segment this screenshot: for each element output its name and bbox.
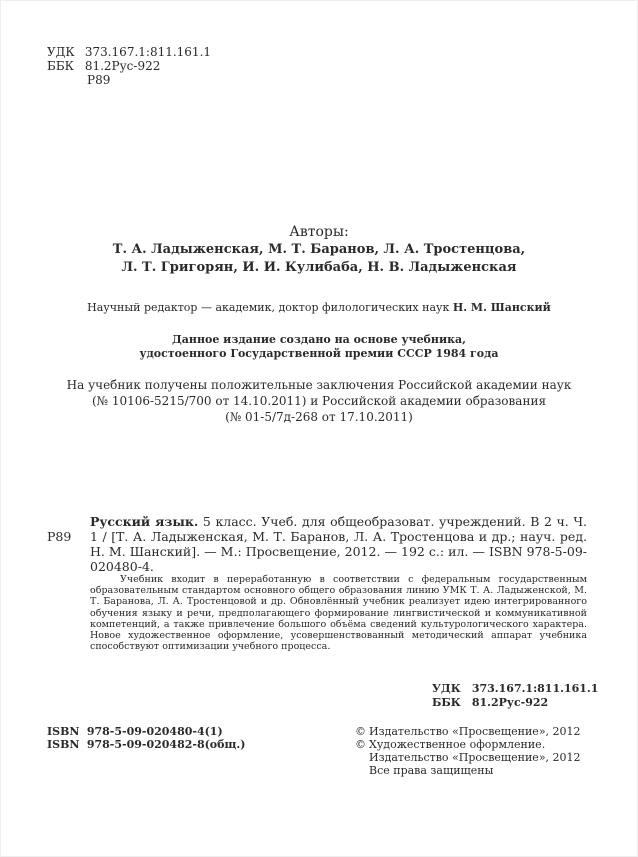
- isbn-block: [47, 725, 245, 751]
- reviews-line-2: (№ 10106-5215/700 от 14.10.2011) и Российской академии образования: [91, 394, 547, 408]
- reviews-line-1: На учебник получены положительные заключения Российской академии наук: [66, 378, 572, 392]
- copyright-symbol-2: ©: [355, 738, 366, 751]
- udk-bbk-block-right: [432, 682, 598, 710]
- scientific-editor: [0, 301, 638, 314]
- reviews-note: [0, 377, 638, 425]
- bbk-value-right: 81.2Рус-922: [471, 696, 549, 709]
- edition-line-1: Данное издание создано на основе учебника,: [171, 333, 467, 346]
- isbn-label-1: ISBN: [47, 725, 80, 738]
- isbn-label-2: ISBN: [47, 738, 80, 751]
- udk-bbk-block-top: [47, 45, 211, 87]
- book-title: Русский язык.: [90, 514, 199, 529]
- bbk-row: [47, 59, 211, 73]
- copyright-line-1: [355, 725, 581, 738]
- edition-note: [0, 333, 638, 361]
- bbk-label-right: ББК: [432, 696, 461, 709]
- udk-row-right: [432, 682, 598, 696]
- authors-line-2: Л. Т. Григорян, И. И. Кулибаба, Н. В. Ладыженская: [121, 260, 517, 275]
- bbk-label: ББК: [47, 59, 74, 73]
- reviews-line-3: (№ 01-5/7д-268 от 17.10.2011): [225, 410, 413, 424]
- udk-label: УДК: [47, 45, 75, 59]
- bbk-row-right: [432, 696, 598, 710]
- udk-label-right: УДК: [432, 682, 461, 695]
- isbn-value-1: 978-5-09-020480-4(1): [86, 725, 223, 738]
- edition-line-2: удостоенного Государственной премии СССР 1984 года: [139, 347, 499, 360]
- udk-value-right: 373.167.1:811.161.1: [471, 682, 599, 695]
- isbn-value-2: 978-5-09-020482-8(общ.): [86, 738, 246, 751]
- editor-text: Научный редактор — академик, доктор филологических наук: [87, 301, 450, 314]
- copyright-line-4: Все права защищены: [369, 764, 494, 777]
- copyright-text-1: Издательство «Просвещение», 2012: [369, 725, 581, 738]
- udk-value: 373.167.1:811.161.1: [84, 45, 212, 59]
- authors-title: Авторы:: [289, 224, 349, 240]
- authors-block: [0, 223, 638, 277]
- udk-row: [47, 45, 211, 59]
- copyright-symbol-1: ©: [355, 725, 366, 738]
- copyright-line-2: [355, 738, 581, 751]
- copyright-line-3: Издательство «Просвещение», 2012: [369, 751, 581, 764]
- biblio-text: 5 класс. Учеб. для общеобразоват. учреждений. В 2 ч. Ч. 1 / [Т. А. Ладыженская, М. Т. Баранов, Л. А. Тростенцова и др.; науч. ред. Н. М. Шанский]. — М.: Просвещение, 2012. — 192 с.: ил. — ISBN 978-5-09-020480-4.: [90, 514, 587, 574]
- copyright-text-2: Художественное оформление.: [369, 738, 546, 751]
- isbn-row-1: [47, 725, 245, 738]
- bbk-value: 81.2Рус-922: [84, 59, 161, 73]
- authors-line-1: Т. А. Ладыженская, М. Т. Баранов, Л. А. Тростенцова,: [112, 242, 526, 257]
- biblio-author-sign: Р89: [47, 529, 72, 544]
- author-sign: Р89: [87, 73, 111, 87]
- editor-name: Н. М. Шанский: [452, 301, 551, 314]
- isbn-row-2: [47, 738, 245, 751]
- annotation: Учебник входит в переработанную в соответствии с федеральным государственным образовательным стандартом основного общего образования линию УМК Т. А. Ладыженской, М. Т. Баранова, Л. А. Тростенцовой и др. Обновлённый учебник реализует идею интегрированного обучения языку и речи, предполагающего формирование лингвистической и коммуникативной компетенций, а также привлечение большого объёма сведений культурологического характера. Новое художественное оформление, усовершенствованный методический аппарат учебника способствуют оптимизации учебного процесса.: [90, 574, 587, 653]
- bibliographic-record: [90, 514, 587, 574]
- copyright-block: [355, 725, 581, 777]
